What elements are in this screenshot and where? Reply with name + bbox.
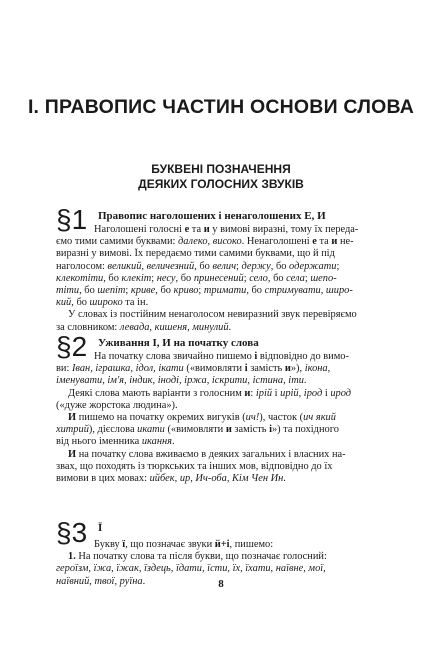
text-line: вимови в цих мовах: ийбек, ир, Ич-оба, Кім Чен Ин. xyxy=(56,473,286,485)
text-line: Букву ї, що позначає звуки й+і, пишемо: xyxy=(94,539,274,550)
text-line: Деякі слова мають варіанти з голосним и: ірій і ирій, ірод і ирод xyxy=(68,387,352,399)
text-line: від нього іменника икання. xyxy=(56,436,175,448)
paragraph-sign-3: §3 xyxy=(56,517,88,548)
text-line: хитрий), дієслова икати («вимовляти и замість і») та похідного xyxy=(56,424,339,436)
text-line: за словником: левада, кишеня, минулий. xyxy=(56,321,232,333)
text-line: кий, бо широко та ін. xyxy=(56,297,149,309)
text-line: Наголошені голосні е та и у вимові виразні, тому їх переда- xyxy=(94,224,359,235)
page-number: 8 xyxy=(218,578,224,590)
paragraph-body-2 xyxy=(56,351,402,485)
section-title-line-2: ДЕЯКИХ ГОЛОСНИХ ЗВУКІВ xyxy=(138,177,304,191)
text-line: ви: Іван, іграшка, ідол, ікати («вимовляти і замість и»), ікона, xyxy=(56,363,331,375)
paragraph-heading-1: Правопис наголошених і ненаголошених Е, И xyxy=(98,210,326,222)
text-line: И пишемо на початку окремих вигуків (ич!), часток (ич який xyxy=(68,412,336,424)
text-line: наївний, твої, руїна. xyxy=(56,575,146,587)
text-line: И на початку слова вживаємо в деяких загальних і власних на- xyxy=(68,448,346,460)
text-line: тіти, бо шепіт; криве, бо криво; тримати, бо стримувати, широ- xyxy=(56,285,353,297)
paragraph-sign-1: §1 xyxy=(56,204,88,235)
paragraph-body-1 xyxy=(56,224,402,334)
section-title xyxy=(40,162,402,192)
text-line: ємо тими самими буквами: далеко, високо. Ненаголошені е та и не- xyxy=(56,236,354,248)
text-line: виразні у вимові. Їх передаємо тими самими буквами, що й під xyxy=(56,248,335,260)
text-line: наголосом: великий, величезний, бо велич; держу, бо одержати; xyxy=(56,260,340,272)
text-line: 1. На початку слова та після букви, що позначає голосний: xyxy=(68,551,327,563)
section-title-line-1: БУКВЕНІ ПОЗНАЧЕННЯ xyxy=(151,162,291,176)
text-line: клекотіти, бо клекіт; несу, бо принесений; село, бо села; шепо- xyxy=(56,272,337,284)
text-line: У словах із постійним ненаголосом невиразний звук перевіряємо xyxy=(68,309,357,321)
text-line: звах, що походять із тюркських та інших мов, відповідно до їх xyxy=(56,460,333,472)
text-line: іменувати, ім'я, індик, іноді, іржа, іскрити, істина, іти. xyxy=(56,375,307,387)
text-line: героїзм, їжа, їжак, їздець, їдати, їсти, їх, їхати, наївне, мої, xyxy=(56,563,326,575)
text-line: («дуже жорстока людина»). xyxy=(56,399,178,411)
paragraph-sign-2: §2 xyxy=(56,331,88,362)
paragraph-heading-2: Уживання І, И на початку слова xyxy=(98,337,259,349)
chapter-title: І. ПРАВОПИС ЧАСТИН ОСНОВИ СЛОВА xyxy=(27,96,415,118)
text-line: На початку слова звичайно пишемо і відповідно до вимо- xyxy=(94,351,349,362)
paragraph-heading-3: Ї xyxy=(98,522,103,534)
